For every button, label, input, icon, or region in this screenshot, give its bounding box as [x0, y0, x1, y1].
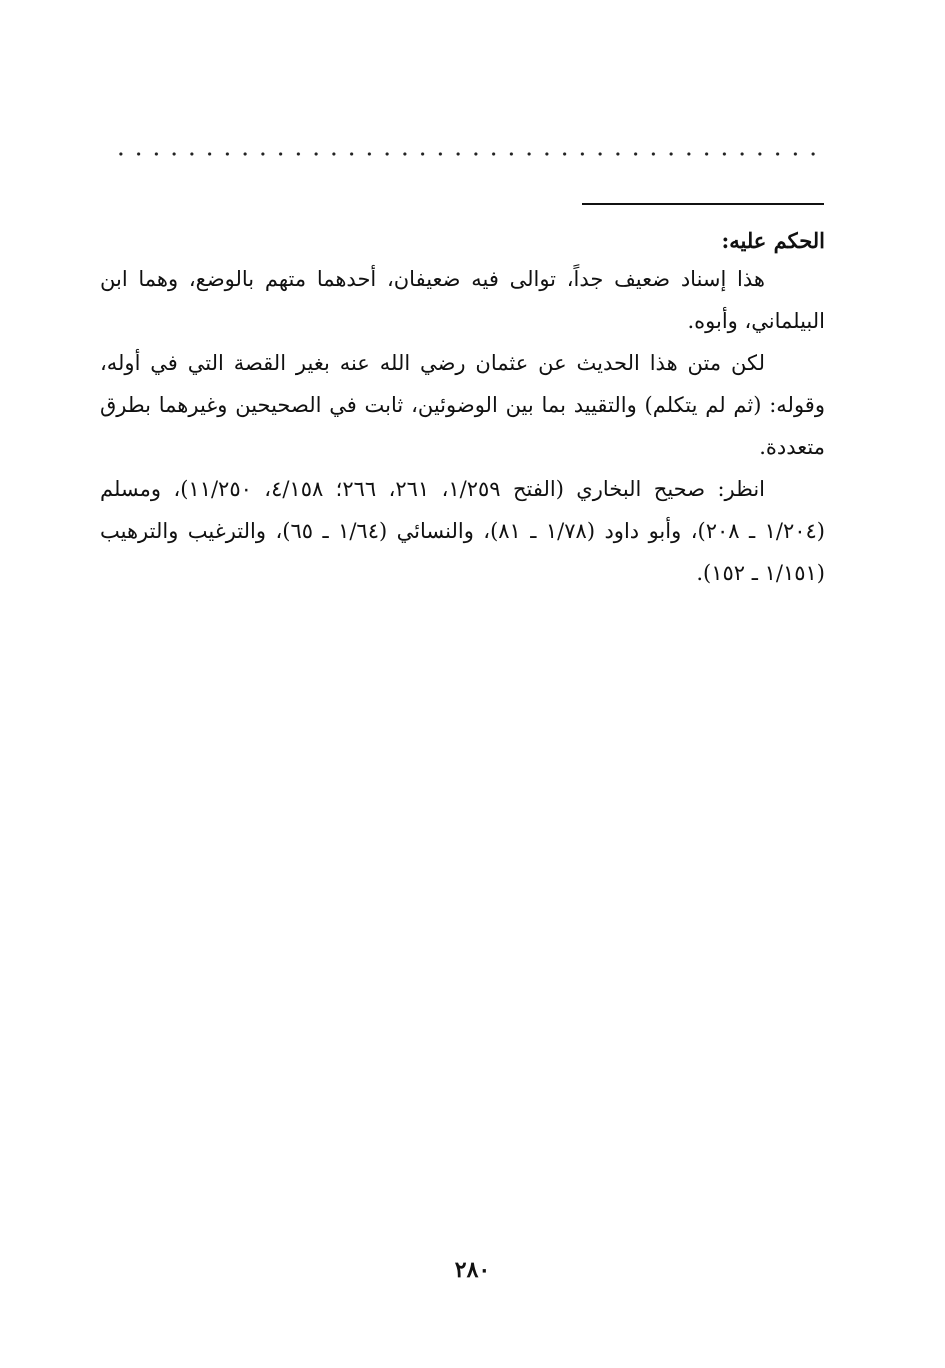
- page-number: ٢٨٠: [454, 1257, 491, 1283]
- section-rule: [582, 203, 824, 205]
- paragraph-matn-note: لكن متن هذا الحديث عن عثمان رضي الله عنه بغير القصة التي في أوله، وقوله: (ثم لم يتكلم) والتقييد بما بين الوضوئين، ثابت في الصحيحين وغيرهما بطرق متعددة.: [100, 351, 825, 459]
- dotted-separator: [112, 150, 822, 158]
- section-heading: الحكم عليه:: [721, 228, 825, 253]
- paragraph-isnad-ruling: هذا إسناد ضعيف جداً، توالى فيه ضعيفان، أحدهما متهم بالوضع، وهما ابن البيلماني، وأبوه.: [100, 267, 825, 333]
- ruling-section: [100, 224, 825, 594]
- paragraph-references: انظر: صحيح البخاري (الفتح ١/٢٥٩، ٢٦١، ٢٦٦؛ ٤/١٥٨، ١١/٢٥٠)، ومسلم (١/٢٠٤ ـ ٢٠٨)، وأبو داود (١/٧٨ ـ ٨١)، والنسائي (١/٦٤ ـ ٦٥)، والترغيب والترهيب (١/١٥١ ـ ١٥٢).: [100, 477, 825, 585]
